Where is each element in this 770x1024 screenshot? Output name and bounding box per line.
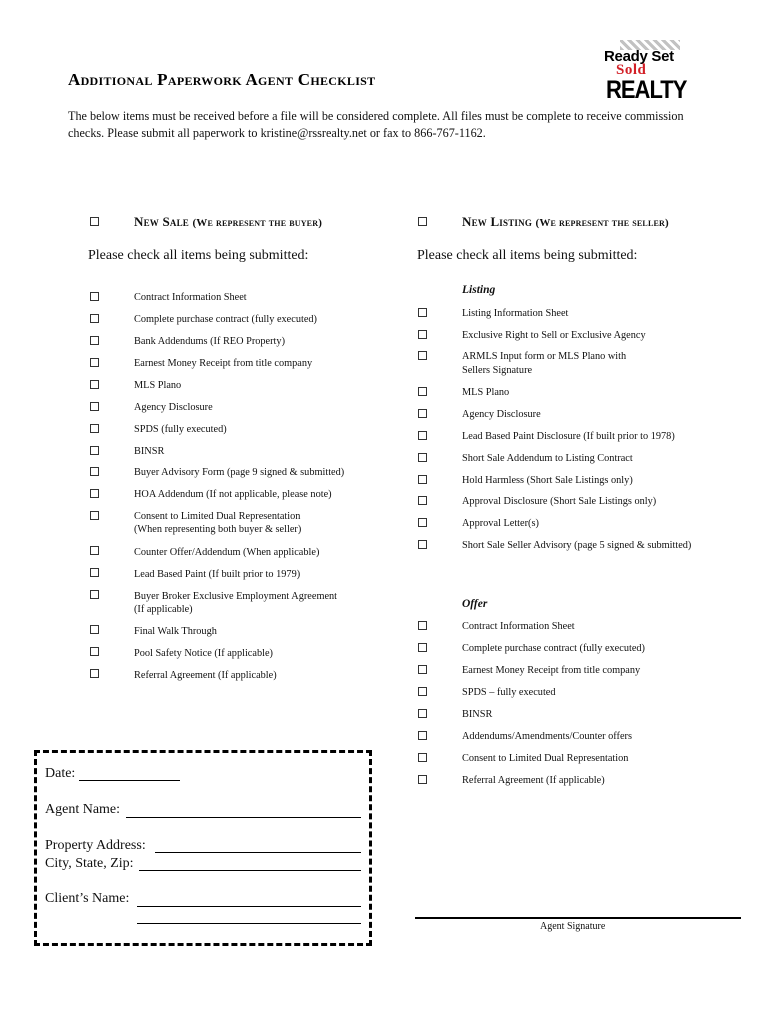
checkbox[interactable] <box>418 643 427 652</box>
checkbox[interactable] <box>418 330 427 339</box>
city-state-zip-label: City, State, Zip: <box>45 856 134 871</box>
checkbox[interactable] <box>90 647 99 656</box>
sale-item: Consent to Limited Dual Representation <box>134 511 301 522</box>
sale-item-note: (When representing both buyer & seller) <box>134 524 302 535</box>
date-field[interactable] <box>79 780 180 781</box>
checkbox[interactable] <box>418 453 427 462</box>
listing-item: Short Sale Addendum to Listing Contract <box>462 453 633 464</box>
city-state-zip-field[interactable] <box>139 870 361 871</box>
sale-item: Referral Agreement (If applicable) <box>134 670 277 681</box>
new-sale-heading <box>134 214 322 230</box>
sale-item: Complete purchase contract (fully executed) <box>134 314 317 325</box>
checkbox[interactable] <box>418 409 427 418</box>
property-address-label: Property Address: <box>45 838 146 853</box>
sale-item: Agency Disclosure <box>134 402 213 413</box>
sale-item: HOA Addendum (If not applicable, please note) <box>134 489 332 500</box>
offer-item: Complete purchase contract (fully executed) <box>462 643 645 654</box>
agent-name-field[interactable] <box>126 817 361 818</box>
checkbox[interactable] <box>418 518 427 527</box>
sale-item: Earnest Money Receipt from title company <box>134 358 313 369</box>
checkbox[interactable] <box>418 475 427 484</box>
checkbox[interactable] <box>90 625 99 634</box>
date-label: Date: <box>45 766 76 781</box>
checkbox[interactable] <box>418 431 427 440</box>
offer-item: BINSR <box>462 709 493 720</box>
new-sale-prompt: Please check all items being submitted: <box>88 248 309 263</box>
sale-item: Buyer Advisory Form (page 9 signed & submitted) <box>134 467 345 478</box>
checkbox[interactable] <box>418 775 427 784</box>
listing-item: ARMLS Input form or MLS Plano with <box>462 351 627 362</box>
checkbox[interactable] <box>418 731 427 740</box>
checkbox[interactable] <box>418 496 427 505</box>
listing-item-note: Sellers Signature <box>462 365 533 376</box>
checkbox[interactable] <box>418 387 427 396</box>
offer-subheading: Offer <box>462 598 488 610</box>
listing-item: Approval Disclosure (Short Sale Listings only) <box>462 496 657 507</box>
intro-text: The below items must be received before a file will be considered complete. All files must be complete to receive commission checks. Please submit all paperwork to kristine@rssrealty.net or fax to 866-767-1162. <box>68 109 684 140</box>
listing-item: Listing Information Sheet <box>462 308 569 319</box>
sale-item: SPDS (fully executed) <box>134 424 227 435</box>
agent-signature-line[interactable] <box>415 917 741 919</box>
checkbox[interactable] <box>90 424 99 433</box>
offer-item: Referral Agreement (If applicable) <box>462 775 605 786</box>
sale-item: Contract Information Sheet <box>134 292 247 303</box>
agent-name-label: Agent Name: <box>45 802 121 817</box>
sale-item: BINSR <box>134 446 165 457</box>
offer-item: Contract Information Sheet <box>462 621 575 632</box>
listing-item: Agency Disclosure <box>462 409 541 420</box>
agent-signature-label: Agent Signature <box>540 921 606 932</box>
checkbox[interactable] <box>418 709 427 718</box>
checkbox[interactable] <box>90 380 99 389</box>
offer-item: Earnest Money Receipt from title company <box>462 665 641 676</box>
checkbox[interactable] <box>90 402 99 411</box>
clients-name-field-2[interactable] <box>137 923 361 924</box>
checkbox[interactable] <box>90 546 99 555</box>
checkbox[interactable] <box>418 351 427 360</box>
checkbox[interactable] <box>90 336 99 345</box>
sale-item: Lead Based Paint (If built prior to 1979) <box>134 569 301 580</box>
ready-set-sold-logo <box>600 40 690 104</box>
checkbox[interactable] <box>418 687 427 696</box>
checkbox[interactable] <box>90 669 99 678</box>
listing-item: Lead Based Paint Disclosure (If built prior to 1978) <box>462 431 675 442</box>
sale-item: Counter Offer/Addendum (When applicable) <box>134 547 320 558</box>
sale-item: Bank Addendums (If REO Property) <box>134 336 285 347</box>
offer-item: Consent to Limited Dual Representation <box>462 753 629 764</box>
checkbox[interactable] <box>418 540 427 549</box>
sale-item-note: (If applicable) <box>134 604 193 615</box>
checkbox[interactable] <box>418 665 427 674</box>
property-address-field[interactable] <box>155 852 361 853</box>
offer-item: SPDS – fully executed <box>462 687 556 698</box>
new-listing-heading <box>462 214 669 230</box>
new-sale-checkbox[interactable] <box>90 217 99 226</box>
listing-item: Hold Harmless (Short Sale Listings only) <box>462 475 633 486</box>
clients-name-field[interactable] <box>137 906 361 907</box>
new-listing-checkbox[interactable] <box>418 217 427 226</box>
logo-line-1: Ready Set <box>604 48 674 65</box>
checkbox[interactable] <box>90 511 99 520</box>
sale-item: Buyer Broker Exclusive Employment Agreement <box>134 591 338 602</box>
page-title: Additional Paperwork Agent Checklist <box>68 70 376 89</box>
listing-item: Approval Letter(s) <box>462 518 539 529</box>
listing-subheading: Listing <box>462 284 496 296</box>
new-sale-subtitle: (We represent the buyer) <box>192 217 323 229</box>
checkbox[interactable] <box>90 314 99 323</box>
checkbox[interactable] <box>90 446 99 455</box>
checkbox[interactable] <box>418 621 427 630</box>
logo-line-3: REALTY <box>606 75 687 104</box>
clients-name-label: Client’s Name: <box>45 891 130 906</box>
listing-item: MLS Plano <box>462 387 510 398</box>
checkbox[interactable] <box>90 568 99 577</box>
checkbox[interactable] <box>90 292 99 301</box>
checkbox[interactable] <box>90 467 99 476</box>
sale-item: MLS Plano <box>134 380 182 391</box>
checkbox[interactable] <box>90 489 99 498</box>
checkbox[interactable] <box>418 753 427 762</box>
sale-item: Pool Safety Notice (If applicable) <box>134 648 273 659</box>
checkbox[interactable] <box>90 590 99 599</box>
checkbox[interactable] <box>90 358 99 367</box>
new-listing-title: New Listing <box>462 214 533 229</box>
new-listing-prompt: Please check all items being submitted: <box>417 248 638 263</box>
sale-item: Final Walk Through <box>134 626 217 637</box>
checkbox[interactable] <box>418 308 427 317</box>
offer-item: Addendums/Amendments/Counter offers <box>462 731 632 742</box>
new-listing-subtitle: (We represent the seller) <box>535 217 669 229</box>
new-sale-title: New Sale <box>134 214 189 229</box>
listing-item: Short Sale Seller Advisory (page 5 signed & submitted) <box>462 540 692 551</box>
listing-item: Exclusive Right to Sell or Exclusive Agency <box>462 330 646 341</box>
logo-line-2: Sold <box>616 62 647 78</box>
